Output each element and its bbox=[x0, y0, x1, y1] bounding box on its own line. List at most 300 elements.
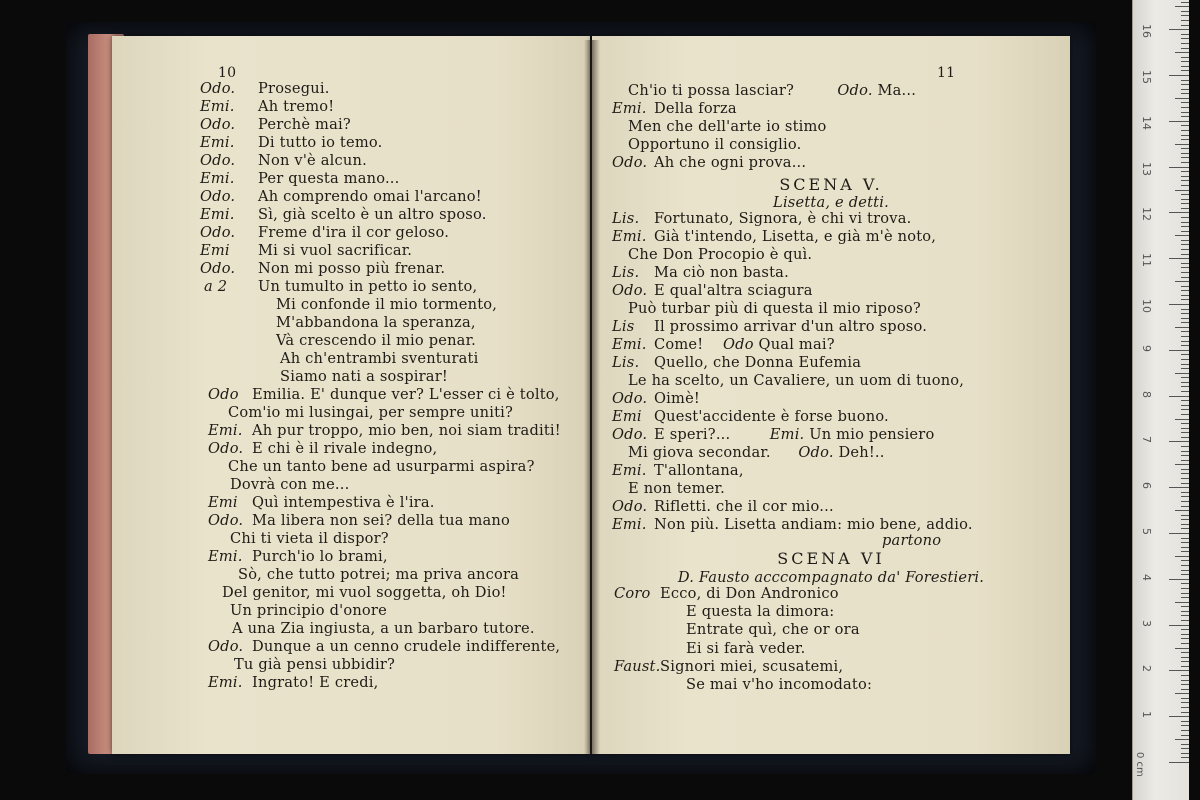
scene-5-subtitle: Lisetta, e detti. bbox=[773, 194, 889, 211]
ruler-tick bbox=[1181, 368, 1189, 369]
ruler-tick bbox=[1181, 377, 1189, 378]
ruler-tick bbox=[1175, 602, 1189, 603]
ruler-tick bbox=[1181, 148, 1189, 149]
ruler-tick bbox=[1175, 6, 1189, 7]
ruler-tick bbox=[1169, 121, 1189, 122]
line-text: Ah ch'entrambi sventurati bbox=[280, 350, 479, 367]
ruler-tick bbox=[1181, 748, 1189, 749]
ruler-tick bbox=[1169, 625, 1189, 626]
ruler-tick bbox=[1181, 359, 1189, 360]
ruler-tick bbox=[1181, 414, 1189, 415]
ruler-tick bbox=[1181, 634, 1189, 635]
ruler-tick bbox=[1181, 2, 1189, 3]
ruler-tick bbox=[1181, 208, 1189, 209]
ruler-tick bbox=[1181, 66, 1189, 67]
ruler-tick bbox=[1175, 464, 1189, 465]
ruler-tick bbox=[1181, 460, 1189, 461]
line-text: Prosegui. bbox=[258, 80, 330, 97]
ruler-tick bbox=[1181, 102, 1189, 103]
ruler-tick bbox=[1181, 70, 1189, 71]
ruler-tick bbox=[1169, 304, 1189, 305]
ruler-tick bbox=[1181, 400, 1189, 401]
speaker-label: Emi. bbox=[769, 426, 810, 443]
line-text: Ma... bbox=[877, 82, 917, 99]
ruler-tick bbox=[1169, 670, 1189, 671]
ruler-number: 13 bbox=[1140, 161, 1153, 176]
line-text: E chi è il rivale indegno, bbox=[252, 440, 438, 457]
line-text: Ah comprendo omai l'arcano! bbox=[258, 188, 482, 205]
speaker-label: Odo bbox=[723, 336, 759, 353]
line-text: Che un tanto bene ad usurparmi aspira? bbox=[228, 458, 535, 475]
ruler-tick bbox=[1181, 661, 1189, 662]
ruler-tick bbox=[1181, 57, 1189, 58]
speaker-label: Lis. bbox=[612, 354, 640, 371]
speaker-label: Odo. bbox=[612, 154, 648, 171]
line-text: Emilia. E' dunque ver? L'esser ci è tolto, bbox=[252, 386, 560, 403]
speaker-label: Odo. bbox=[200, 152, 236, 169]
ruler-number: 1 bbox=[1140, 711, 1153, 719]
ruler-tick bbox=[1181, 423, 1189, 424]
ruler-tick bbox=[1169, 441, 1189, 442]
line-text: Freme d'ira il cor geloso. bbox=[258, 224, 450, 241]
line-text: Non più. Lisetta andiam: mio bene, addio. bbox=[654, 516, 973, 533]
line-text: Di tutto io temo. bbox=[258, 134, 383, 151]
line-text: Ah tremo! bbox=[258, 98, 335, 115]
ruler-tick bbox=[1169, 533, 1189, 534]
ruler-tick bbox=[1181, 93, 1189, 94]
ruler-tick bbox=[1181, 496, 1189, 497]
scene-6-subtitle: D. Fausto acccompagnato da' Forestieri. bbox=[677, 569, 985, 586]
speaker-label: Emi bbox=[612, 408, 642, 425]
ruler-number: 11 bbox=[1140, 253, 1153, 268]
ruler-tick bbox=[1181, 153, 1189, 154]
ruler-tick bbox=[1181, 583, 1189, 584]
ruler-tick bbox=[1181, 112, 1189, 113]
line-text: Ingrato! E credi, bbox=[252, 674, 379, 691]
ruler-tick bbox=[1181, 744, 1189, 745]
ruler-tick bbox=[1181, 313, 1189, 314]
line-text: Dovrà con me... bbox=[230, 476, 350, 493]
ruler-tick bbox=[1181, 446, 1189, 447]
ruler-tick bbox=[1181, 309, 1189, 310]
ruler-tick bbox=[1181, 217, 1189, 218]
ruler-tick bbox=[1181, 125, 1189, 126]
line-text: Quello, che Donna Eufemia bbox=[654, 354, 862, 371]
ruler-tick bbox=[1181, 171, 1189, 172]
ruler-tick bbox=[1169, 212, 1189, 213]
speaker-label: Odo. bbox=[837, 82, 878, 99]
line-text: M'abbandona la speranza, bbox=[276, 314, 476, 331]
line-text: Qual mai? bbox=[758, 336, 835, 353]
ruler-tick bbox=[1181, 515, 1189, 516]
ruler-tick bbox=[1181, 712, 1189, 713]
line-text: Siamo nati a sospirar! bbox=[280, 368, 448, 385]
line-text: Ma ciò non basta. bbox=[654, 264, 789, 281]
ruler-tick bbox=[1181, 267, 1189, 268]
ruler-tick bbox=[1181, 666, 1189, 667]
exit-stage-direction: partono bbox=[882, 532, 942, 549]
speaker-label: Emi. bbox=[208, 422, 243, 439]
ruler-tick bbox=[1181, 615, 1189, 616]
ruler-tick bbox=[1181, 565, 1189, 566]
ruler-tick bbox=[1181, 588, 1189, 589]
ruler-tick bbox=[1181, 203, 1189, 204]
speaker-label: Lis bbox=[612, 318, 635, 335]
line-text: Ecco, di Don Andronico bbox=[660, 585, 839, 602]
ruler-tick bbox=[1181, 299, 1189, 300]
ruler-tick bbox=[1181, 519, 1189, 520]
ruler-tick bbox=[1181, 354, 1189, 355]
line-text: Ei si farà veder. bbox=[686, 639, 806, 657]
line-text: Se mai v'ho incomodato: bbox=[686, 676, 873, 693]
speaker-label: Lis. bbox=[612, 210, 640, 227]
speaker-label: Odo. bbox=[798, 444, 839, 461]
ruler-tick bbox=[1181, 652, 1189, 653]
ruler-number: 15 bbox=[1140, 70, 1153, 84]
ruler-tick bbox=[1181, 757, 1189, 758]
ruler-tick bbox=[1181, 702, 1189, 703]
ruler-tick bbox=[1181, 84, 1189, 85]
ruler-tick bbox=[1181, 226, 1189, 227]
speaker-label: Emi. bbox=[612, 336, 647, 353]
ruler-tick bbox=[1181, 547, 1189, 548]
ruler-tick bbox=[1181, 80, 1189, 81]
line-text: Mi giova secondar. bbox=[628, 444, 771, 461]
line-text: Come! bbox=[654, 336, 704, 353]
line-text: Mi confonde il mio tormento, bbox=[276, 296, 498, 313]
ruler-tick bbox=[1181, 551, 1189, 552]
line-text: Opportuno il consiglio. bbox=[628, 136, 802, 153]
line-text: Quì intempestiva è l'ira. bbox=[252, 494, 435, 511]
speaker-label: Emi. bbox=[612, 516, 647, 533]
line-text: Un mio pensiero bbox=[809, 426, 935, 443]
ruler-tick bbox=[1181, 364, 1189, 365]
speaker-label: Coro bbox=[614, 585, 651, 602]
ruler-tick bbox=[1181, 473, 1189, 474]
ruler-tick bbox=[1181, 295, 1189, 296]
line-text: Un tumulto in petto io sento, bbox=[258, 278, 478, 295]
line-text: Purch'io lo brami, bbox=[252, 548, 388, 565]
line-text: Oimè! bbox=[654, 390, 700, 407]
speaker-label: Odo. bbox=[200, 260, 236, 277]
ruler-tick bbox=[1181, 684, 1189, 685]
ruler-tick bbox=[1181, 194, 1189, 195]
ruler-tick bbox=[1181, 199, 1189, 200]
ruler-tick bbox=[1181, 437, 1189, 438]
book-gutter bbox=[584, 40, 600, 754]
ruler-number: 5 bbox=[1140, 528, 1153, 535]
ruler-tick bbox=[1181, 157, 1189, 158]
ruler-tick bbox=[1175, 52, 1189, 53]
scene-6-heading: SCENA VI bbox=[777, 549, 885, 568]
ruler-tick bbox=[1181, 455, 1189, 456]
line-text: Non mi posso più frenar. bbox=[258, 260, 446, 277]
ruler-tick bbox=[1169, 487, 1189, 488]
speaker-label: Odo. bbox=[200, 80, 236, 97]
ruler-tick bbox=[1181, 574, 1189, 575]
ruler-tick bbox=[1175, 739, 1189, 740]
speaker-label: Emi. bbox=[200, 170, 235, 187]
ruler-number: 16 bbox=[1140, 24, 1153, 39]
ruler-tick bbox=[1181, 528, 1189, 529]
ruler-tick bbox=[1181, 492, 1189, 493]
ruler-tick bbox=[1175, 235, 1189, 236]
scene-5-heading: SCENA V. bbox=[779, 175, 883, 194]
ruler-number: 2 bbox=[1140, 665, 1153, 673]
ruler-tick bbox=[1181, 38, 1189, 39]
ruler-tick bbox=[1181, 689, 1189, 690]
ruler-number: 14 bbox=[1140, 115, 1153, 130]
right-page bbox=[592, 36, 1070, 754]
ruler-tick bbox=[1181, 560, 1189, 561]
ruler-tick bbox=[1181, 707, 1189, 708]
ruler-tick bbox=[1169, 350, 1189, 351]
line-text: Ma libera non sei? della tua mano bbox=[252, 512, 510, 529]
ruler-tick bbox=[1181, 331, 1189, 332]
ruler-number: 7 bbox=[1140, 436, 1153, 444]
ruler-tick bbox=[1181, 542, 1189, 543]
line-text: Quest'accidente è forse buono. bbox=[654, 408, 889, 425]
ruler-tick bbox=[1181, 222, 1189, 223]
line-text: Men che dell'arte io stimo bbox=[628, 118, 827, 135]
speaker-label: Emi. bbox=[612, 462, 647, 479]
ruler-tick bbox=[1181, 753, 1189, 754]
ruler-tick bbox=[1181, 249, 1189, 250]
ruler-tick bbox=[1181, 570, 1189, 571]
line-text: Per questa mano... bbox=[258, 170, 400, 187]
right-page-number: 11 bbox=[937, 65, 956, 81]
ruler-tick bbox=[1169, 716, 1189, 717]
left-page-number: 10 bbox=[218, 65, 237, 81]
ruler-tick bbox=[1175, 648, 1189, 649]
speaker-label: Odo. bbox=[208, 512, 244, 529]
ruler-tick bbox=[1181, 176, 1189, 177]
line-text: Dunque a un cenno crudele indifferente, bbox=[252, 638, 561, 655]
ruler-tick bbox=[1181, 382, 1189, 383]
speaker-label: Odo. bbox=[200, 188, 236, 205]
ruler-tick bbox=[1181, 597, 1189, 598]
line-text: Chi ti vieta il dispor? bbox=[230, 530, 389, 547]
ruler-number: 8 bbox=[1140, 390, 1153, 398]
ruler-tick bbox=[1175, 510, 1189, 511]
speaker-label: Odo. bbox=[200, 116, 236, 133]
ruler-unit-label: 0 cm bbox=[1134, 752, 1145, 777]
speaker-label: Emi bbox=[208, 494, 238, 511]
ruler-tick bbox=[1181, 272, 1189, 273]
ruler-tick bbox=[1181, 735, 1189, 736]
ruler-tick bbox=[1181, 185, 1189, 186]
ruler-tick bbox=[1181, 657, 1189, 658]
ruler-number: 9 bbox=[1140, 344, 1153, 352]
ruler-tick bbox=[1181, 286, 1189, 287]
ruler-tick bbox=[1175, 556, 1189, 557]
line-text: Può turbar più di questa il mio riposo? bbox=[628, 300, 921, 317]
speaker-label: Odo. bbox=[612, 498, 648, 515]
ruler-tick bbox=[1181, 593, 1189, 594]
ruler-number: 10 bbox=[1140, 299, 1153, 313]
ruler-number: 4 bbox=[1140, 573, 1153, 581]
ruler-tick bbox=[1175, 693, 1189, 694]
ruler-tick bbox=[1181, 501, 1189, 502]
speaker-label: Emi bbox=[200, 242, 230, 259]
ruler-tick bbox=[1181, 135, 1189, 136]
ruler-tick bbox=[1181, 675, 1189, 676]
ruler-tick bbox=[1181, 20, 1189, 21]
line-text: Già t'intendo, Lisetta, e già m'è noto, bbox=[654, 228, 937, 245]
line-text: Del genitor, mi vuol soggetta, oh Dio! bbox=[222, 584, 507, 601]
ruler-tick bbox=[1181, 721, 1189, 722]
speaker-label: Odo. bbox=[612, 390, 648, 407]
line-text: Della forza bbox=[654, 100, 737, 117]
ruler-tick bbox=[1181, 48, 1189, 49]
ruler-tick bbox=[1181, 240, 1189, 241]
ruler-tick bbox=[1181, 263, 1189, 264]
measuring-ruler bbox=[1132, 0, 1189, 800]
speaker-label: Emi. bbox=[200, 98, 235, 115]
line-text: Deh!.. bbox=[838, 444, 885, 461]
line-text: Mi si vuol sacrificar. bbox=[258, 242, 413, 259]
speaker-label: Odo. bbox=[208, 638, 244, 655]
ruler-tick bbox=[1181, 43, 1189, 44]
speaker-label: Lis. bbox=[612, 264, 640, 281]
ruler-tick bbox=[1181, 180, 1189, 181]
ruler-tick bbox=[1181, 478, 1189, 479]
ruler-tick bbox=[1175, 327, 1189, 328]
ruler-tick bbox=[1169, 579, 1189, 580]
speaker-label: Emi. bbox=[200, 134, 235, 151]
ruler-tick bbox=[1181, 277, 1189, 278]
ruler-tick bbox=[1181, 391, 1189, 392]
ruler-tick bbox=[1181, 620, 1189, 621]
ruler-tick bbox=[1169, 75, 1189, 76]
ruler-tick bbox=[1181, 89, 1189, 90]
line-text: Ah pur troppo, mio ben, noi siam traditi! bbox=[252, 422, 561, 439]
ruler-tick bbox=[1181, 725, 1189, 726]
speaker-label: a 2 bbox=[204, 278, 228, 295]
line-text: Che Don Procopio è quì. bbox=[628, 246, 813, 263]
line-text: E speri?... bbox=[654, 426, 731, 443]
ruler-tick bbox=[1181, 139, 1189, 140]
line-text: A una Zia ingiusta, a un barbaro tutore. bbox=[232, 620, 535, 637]
line-text: Fortunato, Signora, è chi vi trova. bbox=[654, 210, 912, 227]
ruler-tick bbox=[1169, 762, 1189, 763]
speaker-label: Emi. bbox=[208, 674, 243, 691]
ruler-tick bbox=[1181, 611, 1189, 612]
ruler-tick bbox=[1181, 116, 1189, 117]
ruler-tick bbox=[1181, 61, 1189, 62]
ruler-tick bbox=[1175, 98, 1189, 99]
ruler-tick bbox=[1181, 606, 1189, 607]
ruler-tick bbox=[1181, 386, 1189, 387]
ruler-tick bbox=[1181, 730, 1189, 731]
line-text: Rifletti. che il cor mio... bbox=[654, 498, 834, 515]
line-text: E qual'altra sciagura bbox=[654, 282, 813, 299]
ruler-tick bbox=[1181, 107, 1189, 108]
left-page bbox=[112, 36, 590, 754]
ruler-tick bbox=[1181, 483, 1189, 484]
speaker-label: Emi. bbox=[612, 100, 647, 117]
ruler-tick bbox=[1181, 11, 1189, 12]
ruler-tick bbox=[1169, 167, 1189, 168]
line-text: T'allontana, bbox=[654, 462, 744, 479]
ruler-tick bbox=[1181, 506, 1189, 507]
speaker-label: Odo. bbox=[612, 282, 648, 299]
ruler-tick bbox=[1181, 409, 1189, 410]
line-text: Perchè mai? bbox=[258, 116, 351, 133]
ruler-number: 12 bbox=[1140, 207, 1153, 222]
ruler-tick bbox=[1175, 419, 1189, 420]
speaker-label: Emi. bbox=[612, 228, 647, 245]
line-text: Un principio d'onore bbox=[230, 602, 387, 619]
line-text: Com'io mi lusingai, per sempre uniti? bbox=[228, 404, 514, 421]
ruler-tick bbox=[1169, 29, 1189, 30]
ruler-tick bbox=[1181, 432, 1189, 433]
ruler-tick bbox=[1181, 680, 1189, 681]
ruler-tick bbox=[1181, 244, 1189, 245]
line-text: Ah che ogni prova... bbox=[654, 154, 807, 171]
line-text: E questa la dimora: bbox=[686, 603, 835, 621]
line-text: Sì, già scelto è un altro sposo. bbox=[258, 206, 487, 223]
line-text: Signori miei, scusatemi, bbox=[660, 657, 844, 675]
speaker-label: Emi. bbox=[200, 206, 235, 223]
ruler-tick bbox=[1181, 15, 1189, 16]
ruler-tick bbox=[1181, 336, 1189, 337]
ruler-tick bbox=[1181, 451, 1189, 452]
ruler-tick bbox=[1181, 629, 1189, 630]
ruler-tick bbox=[1181, 322, 1189, 323]
ruler-number: 3 bbox=[1140, 619, 1153, 627]
ruler-tick bbox=[1181, 25, 1189, 26]
line-text: Le ha scelto, un Cavaliere, un uom di tuono, bbox=[628, 372, 965, 389]
ruler-tick bbox=[1181, 34, 1189, 35]
speaker-label: Odo. bbox=[612, 426, 648, 443]
ruler-tick bbox=[1181, 162, 1189, 163]
speaker-label: Odo. bbox=[208, 440, 244, 457]
line-text: Sò, che tutto potrei; ma priva ancora bbox=[238, 566, 520, 583]
line-text: E non temer. bbox=[628, 480, 725, 497]
ruler-tick bbox=[1169, 396, 1189, 397]
ruler-tick bbox=[1181, 290, 1189, 291]
ruler-tick bbox=[1169, 258, 1189, 259]
line-text: Tu già pensi ubbidir? bbox=[234, 656, 396, 673]
ruler-tick bbox=[1175, 144, 1189, 145]
ruler-tick bbox=[1175, 373, 1189, 374]
ruler-tick bbox=[1181, 405, 1189, 406]
line-text: Non v'è alcun. bbox=[258, 152, 367, 169]
ruler-tick bbox=[1181, 469, 1189, 470]
ruler-number: 6 bbox=[1140, 482, 1153, 490]
ruler-tick bbox=[1181, 638, 1189, 639]
ruler-tick bbox=[1181, 341, 1189, 342]
speaker-label: Odo. bbox=[200, 224, 236, 241]
ruler-tick bbox=[1181, 254, 1189, 255]
line-text: Ch'io ti possa lasciar? bbox=[628, 82, 795, 99]
ruler-tick bbox=[1181, 345, 1189, 346]
ruler-tick bbox=[1181, 428, 1189, 429]
line-text: Il prossimo arrivar d'un altro sposo. bbox=[654, 318, 928, 335]
ruler-tick bbox=[1175, 190, 1189, 191]
ruler-tick bbox=[1181, 130, 1189, 131]
ruler-tick bbox=[1175, 281, 1189, 282]
ruler-tick bbox=[1181, 524, 1189, 525]
ruler-tick bbox=[1181, 538, 1189, 539]
ruler-tick bbox=[1181, 231, 1189, 232]
ruler-tick bbox=[1181, 643, 1189, 644]
ruler-tick bbox=[1181, 318, 1189, 319]
speaker-label: Emi. bbox=[208, 548, 243, 565]
ruler-tick bbox=[1181, 698, 1189, 699]
line-text: Entrate quì, che or ora bbox=[686, 621, 860, 639]
